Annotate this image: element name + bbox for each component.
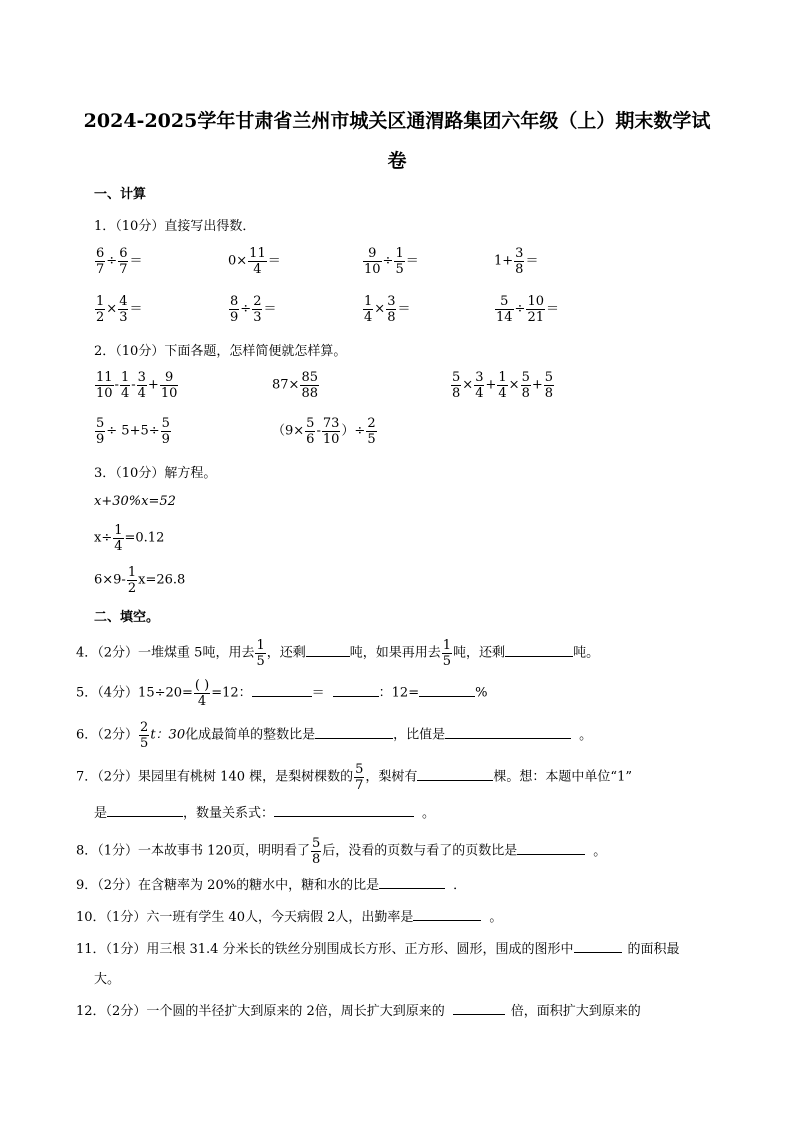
numerator: 3 xyxy=(387,294,396,309)
question-10: 10．（1分）六一班有学生 40人，今天病假 2人，出勤率是 。 xyxy=(76,910,503,925)
fraction xyxy=(120,370,130,401)
question-3-heading: 3．（10分）解方程。 xyxy=(94,466,217,481)
numerator: 5 xyxy=(495,294,514,310)
numerator: 2 xyxy=(367,416,376,431)
operator: x=26.8 xyxy=(138,572,186,588)
operator: ＝ xyxy=(267,253,281,269)
answer-blank[interactable] xyxy=(517,842,585,855)
exam-title-line1: 2024-2025学年甘肃省兰州市城关区通渭路集团六年级（上）期末数学试 xyxy=(83,110,711,132)
numerator: 1 xyxy=(364,294,373,309)
fraction: $\frac{5}{7}$ xyxy=(355,762,364,793)
question-11: 11．（1分）用三根 31.4 分米长的铁丝分别围成长方形、正方形、圆形，围成的图形中 的面积最 xyxy=(76,942,680,957)
q2-item-5 xyxy=(272,416,378,447)
denominator: 8 xyxy=(521,386,530,401)
operator: ＝ xyxy=(546,301,560,317)
answer-blank[interactable] xyxy=(413,908,481,921)
denominator: 88 xyxy=(301,386,318,401)
exam-title-line2: 卷 xyxy=(387,150,407,172)
answer-blank[interactable] xyxy=(252,684,312,697)
fraction xyxy=(118,246,128,277)
q1-item-6 xyxy=(228,294,276,325)
operator: + xyxy=(485,377,497,393)
numerator: 1 xyxy=(96,294,105,309)
denominator: 10 xyxy=(322,432,340,447)
fraction xyxy=(451,370,461,401)
operator: - xyxy=(114,377,119,393)
q2-item-2 xyxy=(272,370,320,401)
numerator: 4 xyxy=(119,294,128,309)
question-12: 12．（2分）一个圆的半径扩大到原来的 2倍，周长扩大到原来的 倍，面积扩大到原来的 xyxy=(76,1004,641,1019)
answer-blank[interactable] xyxy=(107,804,183,817)
fraction xyxy=(495,294,514,325)
fraction xyxy=(363,294,373,325)
operator: ＝ xyxy=(129,253,143,269)
question-2-heading: 2．（10分）下面各题，怎样简便就怎样算。 xyxy=(94,344,347,359)
numerator: 73 xyxy=(322,416,340,431)
operator: ÷ xyxy=(106,253,118,269)
fraction xyxy=(305,416,315,447)
denominator: 5 xyxy=(367,432,376,447)
section-heading-calc: 一、计算 xyxy=(94,187,147,202)
operator: + xyxy=(531,377,543,393)
answer-blank[interactable] xyxy=(274,804,414,817)
denominator: 2 xyxy=(127,581,137,596)
denominator: 8 xyxy=(544,386,554,401)
denominator: 14 xyxy=(496,310,513,325)
fraction: $\frac{1}{5}$ xyxy=(256,638,265,669)
numerator: 1 xyxy=(114,523,123,538)
fraction xyxy=(161,416,171,447)
fraction xyxy=(113,523,123,554)
denominator: 7 xyxy=(96,262,105,277)
numerator: 11 xyxy=(96,370,113,385)
fraction xyxy=(386,294,396,325)
answer-blank[interactable] xyxy=(419,684,475,697)
denominator: 8 xyxy=(387,310,396,325)
question-6: 6．（2分） $\frac{2}{5}$ t：30化成最简单的整数比是 ，比值是 。 xyxy=(76,720,593,751)
numerator: 5 xyxy=(521,370,530,385)
denominator: 4 xyxy=(364,310,373,325)
fraction xyxy=(514,246,524,277)
answer-blank[interactable] xyxy=(445,726,571,739)
question-5: 5．（4分）15÷20= $\frac{( )}{4}$ =12： ＝ ：12= % xyxy=(76,678,488,709)
operator: ÷ xyxy=(382,253,394,269)
numerator: 6 xyxy=(96,246,105,261)
q3-equation-2 xyxy=(94,523,164,554)
answer-blank[interactable] xyxy=(333,684,379,697)
denominator: 4 xyxy=(137,386,146,401)
numerator: 5 xyxy=(452,370,461,385)
operator: ＝ xyxy=(263,301,277,317)
answer-blank[interactable] xyxy=(306,644,350,657)
fraction xyxy=(252,294,262,325)
question-4: 4．（2分）一堆煤重 5吨，用去 $\frac{1}{5}$ ，还剩 吨，如果再用去 $\frac{1}{5}$ 吨，还剩 吨。 xyxy=(76,638,600,669)
operator: × xyxy=(106,301,118,317)
fraction xyxy=(474,370,484,401)
fraction xyxy=(229,294,239,325)
q2-item-1 xyxy=(94,370,179,401)
numerator: 8 xyxy=(230,294,239,309)
operator: =0.12 xyxy=(124,530,165,546)
fraction xyxy=(497,370,507,401)
operator: ）÷ xyxy=(341,423,366,439)
q2-item-4 xyxy=(94,416,172,447)
question-7: 7．（2分）果园里有桃树 140 棵，是梨树棵数的 $\frac{5}{7}$ ，梨树有 棵。想：本题中单位“1” xyxy=(76,762,632,793)
operator: 6×9- xyxy=(94,572,126,588)
denominator: 4 xyxy=(253,262,262,277)
q1-item-4 xyxy=(494,246,538,277)
fraction: $\frac{2}{5}$ xyxy=(140,720,149,751)
section-heading-fill: 二、填空。 xyxy=(94,610,160,625)
numerator: 9 xyxy=(160,370,179,386)
operator: 1+ xyxy=(494,253,514,269)
numerator: 5 xyxy=(306,416,315,431)
answer-blank[interactable] xyxy=(574,940,622,953)
operator: （9× xyxy=(272,423,305,439)
fraction xyxy=(322,416,341,447)
denominator: 4 xyxy=(475,386,484,401)
question-7-line2: 是 ，数量关系式： 。 xyxy=(94,806,436,821)
question-11-line2: 大。 xyxy=(94,972,121,987)
fraction xyxy=(95,416,105,447)
fraction xyxy=(300,370,319,401)
numerator: 5 xyxy=(544,370,554,385)
numerator: 1 xyxy=(127,565,137,580)
operator: × xyxy=(462,377,474,393)
operator: 0× xyxy=(228,253,248,269)
answer-blank[interactable]: ( ) xyxy=(194,678,210,693)
answer-blank[interactable] xyxy=(417,768,493,781)
denominator: 7 xyxy=(119,262,128,277)
denominator: 8 xyxy=(515,262,524,277)
numerator: 1 xyxy=(498,370,507,385)
numerator: 5 xyxy=(96,416,105,431)
operator: × xyxy=(374,301,386,317)
denominator: 10 xyxy=(96,386,113,401)
fraction xyxy=(394,246,404,277)
fraction xyxy=(544,370,554,401)
q2-item-3 xyxy=(450,370,555,401)
numerator: 2 xyxy=(253,294,262,309)
fraction xyxy=(363,246,382,277)
numerator: 3 xyxy=(475,370,484,385)
question-8: 8．（1分）一本故事书 120页，明明看了 $\frac{5}{8}$ 后，没看的页数与看了的页数比是 。 xyxy=(76,836,607,867)
fraction: $\frac{( )}{4}$ xyxy=(194,678,210,709)
fraction xyxy=(137,370,147,401)
fraction xyxy=(366,416,376,447)
denominator: 3 xyxy=(119,310,128,325)
operator: - xyxy=(131,377,136,393)
denominator: 4 xyxy=(114,539,123,554)
operator: + xyxy=(147,377,159,393)
numerator: 6 xyxy=(119,246,128,261)
answer-blank[interactable] xyxy=(379,876,445,889)
numerator: 1 xyxy=(120,370,130,385)
fraction xyxy=(526,294,545,325)
operator: ÷ xyxy=(514,301,526,317)
denominator: 9 xyxy=(161,432,170,447)
denominator: 3 xyxy=(253,310,262,325)
denominator: 10 xyxy=(160,386,178,401)
operator: ÷ 5+5÷ xyxy=(106,423,160,439)
q1-item-5 xyxy=(94,294,142,325)
question-9: 9．（2分）在含糖率为 20%的糖水中，糖和水的比是 ． xyxy=(76,878,467,893)
fraction xyxy=(95,370,114,401)
denominator: 8 xyxy=(452,386,461,401)
fraction xyxy=(118,294,128,325)
fraction: $\frac{5}{8}$ xyxy=(312,836,321,867)
fraction xyxy=(521,370,531,401)
numerator: 3 xyxy=(515,246,524,261)
q1-item-7 xyxy=(362,294,410,325)
fraction xyxy=(248,246,267,277)
answer-blank[interactable] xyxy=(505,644,573,657)
numerator: 3 xyxy=(137,370,146,385)
fraction xyxy=(160,370,179,401)
numerator: 10 xyxy=(527,294,544,309)
q1-item-8 xyxy=(494,294,559,325)
question-1-heading: 1．（10分）直接写出得数． xyxy=(94,219,256,234)
operator: 87× xyxy=(272,377,300,393)
operator: ＝ xyxy=(129,301,143,317)
q1-item-2 xyxy=(228,246,281,277)
denominator: 2 xyxy=(96,310,105,325)
denominator: 5 xyxy=(395,262,404,277)
fraction xyxy=(95,246,105,277)
denominator: 9 xyxy=(230,310,239,325)
operator: × xyxy=(508,377,520,393)
answer-blank[interactable] xyxy=(453,1002,505,1015)
numerator: 1 xyxy=(395,246,404,261)
q3-equation-1: x+30%x=52 xyxy=(94,494,176,509)
denominator: 4 xyxy=(120,386,130,401)
denominator: 9 xyxy=(96,432,105,447)
q1-item-3 xyxy=(362,246,419,277)
q1-item-1 xyxy=(94,246,142,277)
denominator: 10 xyxy=(364,262,381,277)
operator: x÷ xyxy=(94,530,113,546)
numerator: 5 xyxy=(161,416,170,431)
fraction xyxy=(127,565,137,596)
operator: ＝ xyxy=(405,253,419,269)
operator: ÷ xyxy=(240,301,252,317)
answer-blank[interactable] xyxy=(315,726,393,739)
numerator: 11 xyxy=(249,246,266,261)
operator: ＝ xyxy=(397,301,411,317)
q3-equation-3 xyxy=(94,565,185,596)
operator: - xyxy=(316,423,321,439)
fraction: $\frac{1}{5}$ xyxy=(442,638,452,669)
numerator: 85 xyxy=(301,370,318,385)
denominator: 4 xyxy=(498,386,507,401)
denominator: 6 xyxy=(306,432,315,447)
fraction xyxy=(95,294,105,325)
operator: ＝ xyxy=(525,253,539,269)
numerator: 9 xyxy=(363,246,382,262)
denominator: 21 xyxy=(527,310,544,325)
